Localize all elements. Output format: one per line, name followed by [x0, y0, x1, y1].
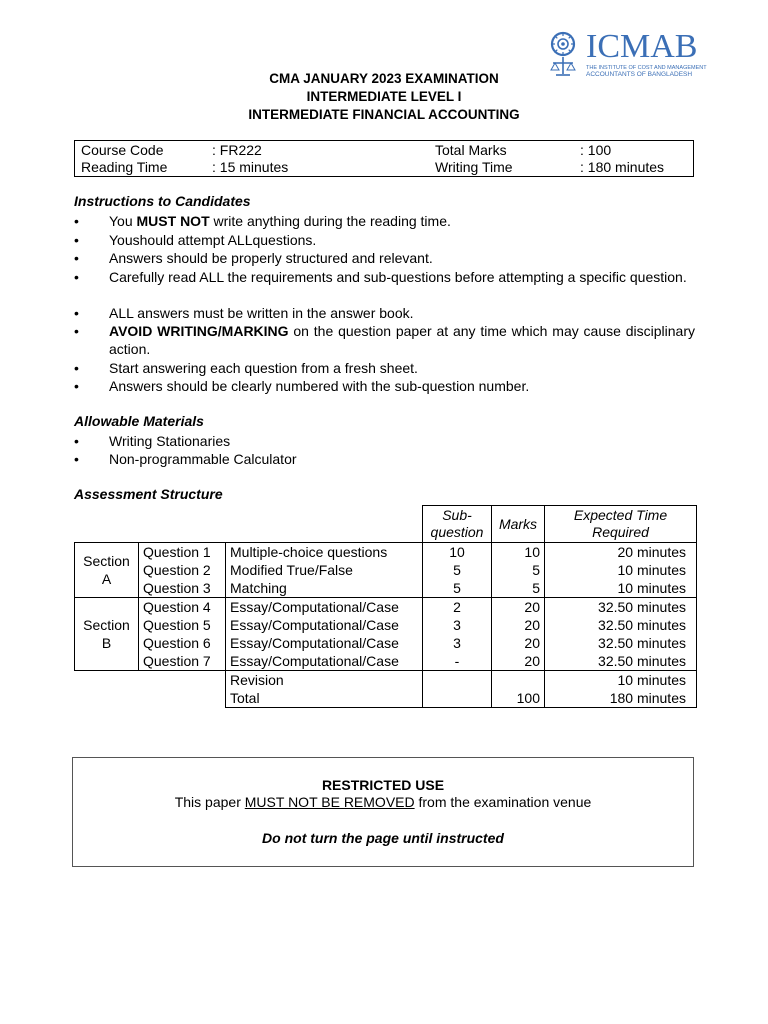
bullet-icon: • — [74, 213, 79, 229]
table-row — [75, 634, 697, 652]
bullet-icon: • — [74, 451, 79, 467]
course-code-value: : FR222 — [212, 142, 262, 158]
question-time: 10 minutes — [545, 561, 697, 579]
table-row — [75, 579, 697, 598]
bullet-icon: • — [74, 250, 79, 266]
instruction-emphasis: MUST NOT — [136, 213, 210, 229]
instruction-text: Carefully read ALL the requirements and sub-questions before attempting a specific question. — [109, 269, 687, 285]
material-item — [74, 450, 696, 468]
instruction-item — [74, 212, 696, 230]
restricted-title: RESTRICTED USE — [321, 777, 445, 793]
instruction-item — [74, 304, 696, 322]
question-label: Question 2 — [139, 561, 226, 579]
instruction-text: Answers should be properly structured and relevant. — [109, 250, 433, 266]
question-label: Question 3 — [139, 579, 226, 598]
instruction-text: on the question paper at any time which may cause disciplinary action. — [109, 323, 695, 357]
expected-time-header: Expected Time Required — [545, 506, 697, 543]
materials-title: Allowable Materials — [74, 413, 204, 429]
question-marks: 20 — [492, 652, 545, 671]
instruction-text: Answers should be clearly numbered with the sub-question number. — [109, 378, 530, 394]
subquestion-count: 3 — [423, 616, 492, 634]
question-type: Essay/Computational/Case — [226, 652, 423, 671]
bullet-icon: • — [74, 232, 79, 248]
instructions-title: Instructions to Candidates — [74, 193, 251, 209]
table-row — [75, 561, 697, 579]
subquestion-header: Sub- question — [423, 506, 492, 543]
table-row — [75, 652, 697, 671]
bullet-icon: • — [74, 433, 79, 449]
instruction-text: Start answering each question from a fresh sheet. — [109, 360, 418, 376]
question-time: 10 minutes — [545, 579, 697, 598]
question-type: Essay/Computational/Case — [226, 616, 423, 634]
subquestion-count: 10 — [423, 542, 492, 561]
instruction-item — [74, 377, 696, 395]
logo-wordmark: ICMAB — [586, 28, 698, 65]
question-label: Question 6 — [139, 634, 226, 652]
total-marks: 100 — [492, 689, 545, 708]
total-label: Total — [226, 689, 423, 708]
restricted-emphasis: MUST NOT BE REMOVED — [244, 794, 415, 810]
question-type: Modified True/False — [226, 561, 423, 579]
question-marks: 10 — [492, 542, 545, 561]
question-type: Multiple-choice questions — [226, 542, 423, 561]
instruction-item — [74, 231, 696, 249]
question-label: Question 7 — [139, 652, 226, 671]
exam-title: CMA JANUARY 2023 EXAMINATION — [269, 71, 499, 86]
assessment-table — [74, 505, 696, 706]
subquestion-count: 2 — [423, 597, 492, 616]
question-marks: 20 — [492, 597, 545, 616]
revision-label: Revision — [226, 670, 423, 689]
question-label: Question 4 — [139, 597, 226, 616]
reading-time-value: : 15 minutes — [212, 159, 289, 175]
restricted-use-box — [72, 757, 694, 867]
bullet-icon: • — [74, 378, 79, 394]
question-marks: 5 — [492, 561, 545, 579]
marks-header: Marks — [492, 506, 545, 543]
writing-time-value: : 180 minutes — [580, 159, 665, 175]
question-time: 32.50 minutes — [545, 616, 697, 634]
instruction-text: ALL answers must be written in the answer book. — [109, 305, 414, 321]
instruction-item — [74, 359, 696, 377]
total-marks-value: : 100 — [580, 142, 612, 158]
question-label: Question 5 — [139, 616, 226, 634]
bullet-icon: • — [74, 305, 79, 321]
question-time: 32.50 minutes — [545, 597, 697, 616]
assessment-title: Assessment Structure — [74, 486, 223, 502]
subquestion-count: 5 — [423, 561, 492, 579]
reading-time-label: Reading Time — [81, 159, 168, 175]
total-row — [75, 689, 697, 708]
logo-tagline-2: ACCOUNTANTS OF BANGLADESH — [586, 71, 693, 78]
question-type: Essay/Computational/Case — [226, 597, 423, 616]
question-type: Essay/Computational/Case — [226, 634, 423, 652]
table-row — [75, 616, 697, 634]
table-header-row — [75, 506, 697, 524]
question-time: 32.50 minutes — [545, 652, 697, 671]
subquestion-count: 5 — [423, 579, 492, 598]
question-time: 32.50 minutes — [545, 634, 697, 652]
table-row — [75, 542, 697, 561]
subquestion-count: - — [423, 652, 492, 671]
instruction-item — [74, 249, 696, 267]
total-marks-label: Total Marks — [435, 142, 507, 158]
revision-row — [75, 670, 697, 689]
course-code-label: Course Code — [81, 142, 164, 158]
bullet-icon: • — [74, 323, 79, 339]
writing-time-label: Writing Time — [435, 159, 513, 175]
exam-level: INTERMEDIATE LEVEL I — [306, 89, 462, 104]
material-text: Non-programmable Calculator — [109, 451, 297, 467]
material-text: Writing Stationaries — [109, 433, 231, 449]
instruction-text: write anything during the reading time. — [209, 213, 451, 229]
instruction-text: Youshould attempt ALLquestions. — [109, 232, 317, 248]
section-a-label: Section A — [75, 542, 139, 597]
instruction-emphasis: AVOID WRITING/MARKING — [109, 323, 289, 339]
question-marks: 20 — [492, 616, 545, 634]
turn-page-notice: Do not turn the page until instructed — [262, 830, 504, 846]
instruction-item — [74, 268, 696, 304]
instruction-item — [74, 322, 696, 358]
question-marks: 5 — [492, 579, 545, 598]
question-label: Question 1 — [139, 542, 226, 561]
section-b-label: Section B — [75, 597, 139, 670]
material-item — [74, 432, 696, 450]
bullet-icon: • — [74, 269, 79, 285]
question-type: Matching — [226, 579, 423, 598]
bullet-icon: • — [74, 360, 79, 376]
question-marks: 20 — [492, 634, 545, 652]
subquestion-count: 3 — [423, 634, 492, 652]
question-time: 20 minutes — [545, 542, 697, 561]
course-info-box — [74, 140, 694, 177]
logo-tagline-1: THE INSTITUTE OF COST AND MANAGEMENT — [586, 65, 707, 71]
total-time: 180 minutes — [545, 689, 697, 708]
restricted-statement: This paper MUST NOT BE REMOVED from the examination venue — [174, 794, 592, 810]
revision-time: 10 minutes — [545, 670, 697, 689]
table-row — [75, 597, 697, 616]
instruction-text: You — [109, 213, 137, 229]
exam-subject: INTERMEDIATE FINANCIAL ACCOUNTING — [248, 107, 520, 122]
